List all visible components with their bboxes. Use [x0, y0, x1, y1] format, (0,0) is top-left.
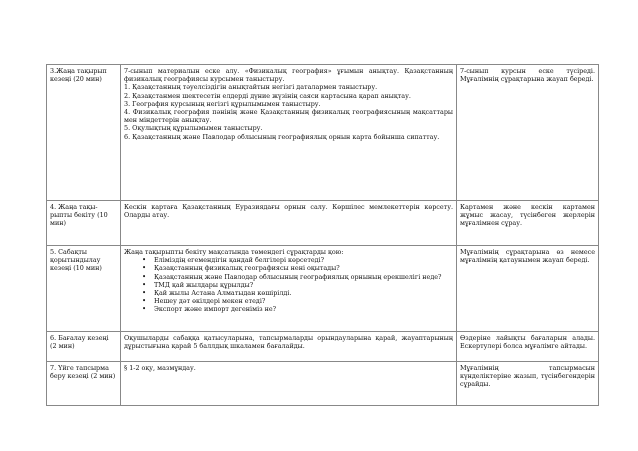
lesson-plan-table — [46, 64, 599, 406]
student-activity-cell: 7-сынып курсын еске түсіреді. Мұғалімнің сұрақтарына жауап береді. — [457, 65, 599, 201]
activity-line: 1. Қазақстанның тәуелсіздігін анықтайтын негізгі даталармен таныстыру. — [124, 83, 378, 92]
table-row — [47, 246, 599, 332]
table-row — [47, 65, 599, 201]
teacher-activity-cell: § 1-2 оқу, мазмұндау. — [121, 362, 457, 406]
activity-line: 3. География курсының негізгі құрылымымен таныстыру. — [124, 99, 321, 108]
student-activity-cell: Мұғалімнің тапсырмасын күнделіктеріне жазып, түсінбегендерін сұрайды. — [457, 362, 599, 406]
questions-intro: Жаңа тақырыпты бекіту мақсатында төмендегі сұрақтарды қою: — [124, 248, 344, 256]
activity-line: 2. Қазақстанмен шектесетін елдерді дүние жүзінің саяси картасына қарап анықтау. — [124, 91, 411, 100]
table-row — [47, 201, 599, 246]
stage-cell: 5. Сабақты қорытындылау кезеңі (10 мин) — [47, 246, 121, 332]
teacher-activity-cell — [121, 65, 457, 201]
activity-line: 6. Қазақстанның және Павлодар облысының географиялық орнын карта бойынша сипаттау. — [124, 132, 440, 141]
teacher-activity-cell: Оқушыларды сабаққа қатысуларына, тапсырмаларды орындауларына қарай, жауаптарының дұрыстығына қарай 5 баллдық шкаламен бағалайды. — [121, 332, 457, 362]
stage-cell: 3.Жаңа тақырып кезеңі (20 мин) — [47, 65, 121, 201]
activity-line: 7-сынып материалын еске алу. «Физикалық география» ұғымын анықтау. Қазақстанның физикалық географиясы курсымен таныстыру. — [124, 67, 453, 84]
stage-cell: 6. Бағалау кезеңі (2 мин) — [47, 332, 121, 362]
questions-list — [124, 256, 453, 313]
list-item: • ТМД қай жылдары құрылды? — [144, 281, 453, 289]
list-item: • Нешеу дәт өкілдері мекен етеді? — [144, 297, 453, 305]
teacher-activity-cell: Кескін картаға Қазақстанның Еуразиядағы орнын салу. Көршілес мемлекеттерін көрсету. Оларды атау. — [121, 201, 457, 246]
list-item: • Қазақстанның физикалық географиясы нені оқытады? — [144, 264, 453, 272]
table-row — [47, 332, 599, 362]
stage-cell: 7. Үйге тапсырма беру кезеңі (2 мин) — [47, 362, 121, 406]
list-item: • Экспорт және импорт дегеніміз не? — [144, 305, 453, 313]
student-activity-cell: Картамен және кескін картамен жұмыс жасау, түсінбеген жерлерін мұғалімнен сұрау. — [457, 201, 599, 246]
activity-line: 4. Физикалық география пәнінің және Қазақстанның физикалық географиясының мақсаттары мен міндеттерін анықтау. — [124, 107, 453, 125]
list-item: • Еліміздің егемендігін қандай белгілері көрсетеді? — [144, 256, 453, 264]
stage-cell: 4. Жаңа тақы-рыпты бекіту (10 мин) — [47, 201, 121, 246]
student-activity-cell: Мұғалімнің сұрақтарына өз немесе мұғалімнің қатаунымен жауап береді. — [457, 246, 599, 332]
table-row — [47, 362, 599, 406]
student-activity-cell: Өздеріне лайықты бағаларын алады. Ескертулері болса мұғалімге айтады. — [457, 332, 599, 362]
teacher-activity-cell — [121, 246, 457, 332]
list-item: • Қазақстанның және Павлодар облысының географиялық орнының ерекшелігі неде? — [144, 273, 453, 281]
activity-line: 5. Оқулықтың құрылымымен таныстыру. — [124, 124, 263, 133]
list-item: • Қай жылы Астана Алматыдан көшірілді. — [144, 289, 453, 297]
